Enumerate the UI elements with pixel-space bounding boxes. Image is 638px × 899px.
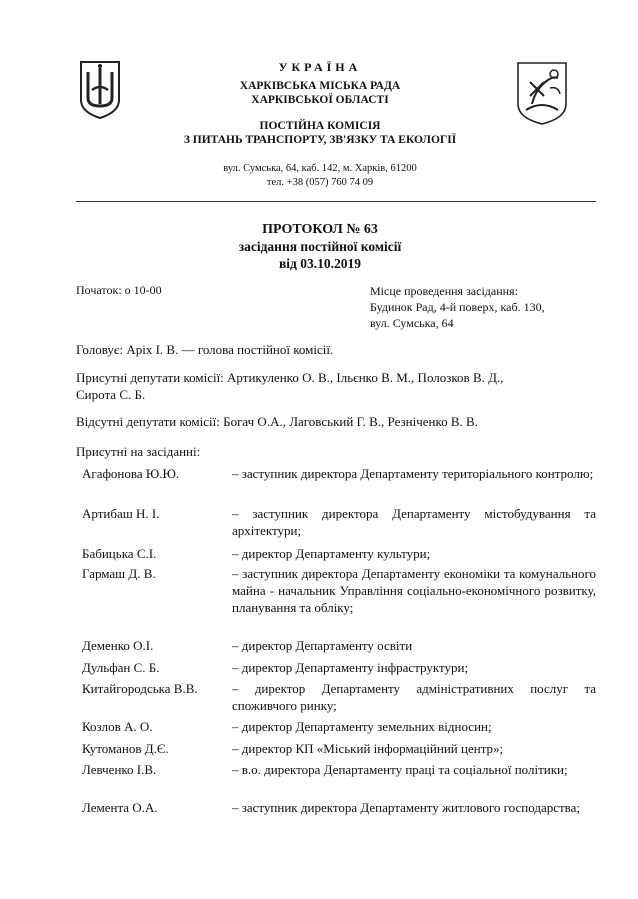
attendee-name: Левченко І.В. — [82, 762, 157, 777]
protocol-date: від 03.10.2019 — [279, 256, 361, 271]
meeting-place-line1: Місце проведення засідання: — [370, 284, 518, 298]
attendee-role: – директор Департаменту освіти — [232, 638, 413, 653]
attendee-role: – в.о. директора Департаменту праці та соціальної політики; — [232, 762, 568, 777]
present-deputies-line1: Присутні депутати комісії: Артикуленко О. В., Ільєнко В. М., Полозков В. Д., — [76, 370, 504, 385]
attendee-role: – заступник директора Департаменту містобудування та архітектури; — [232, 506, 596, 538]
phone-line: тел. +38 (057) 760 74 09 — [266, 177, 374, 188]
ukraine-trident-emblem-icon — [78, 60, 122, 120]
absent-deputies: Відсутні депутати комісії: Богач О.А., Лаговський Г. В., Резніченко В. В. — [76, 414, 478, 429]
attendee-name: Бабицька С.І. — [82, 546, 157, 561]
attendee-name: Агафонова Ю.Ю. — [82, 466, 180, 481]
protocol-title: ПРОТОКОЛ № 63 — [262, 222, 378, 237]
header-divider — [76, 201, 596, 202]
present-deputies-line2: Сирота С. Б. — [76, 387, 146, 402]
meeting-start-time: Початок: о 10-00 — [76, 283, 162, 297]
attendee-name: Кутоманов Д.Є. — [82, 741, 169, 756]
council-name-line2: ХАРКІВСЬКОЇ ОБЛАСТІ — [251, 94, 389, 106]
attendee-role: – директор Департаменту земельних відносин; — [232, 719, 492, 734]
attendee-role: – директор Департаменту інфраструктури; — [232, 660, 469, 675]
attendees-heading: Присутні на засіданні: — [76, 444, 201, 459]
attendee-name: Лемента О.А. — [82, 800, 158, 815]
council-name-line1: ХАРКІВСЬКА МІСЬКА РАДА — [239, 80, 401, 92]
kharkiv-city-coat-of-arms-icon — [514, 60, 570, 126]
attendee-role: – директор КП «Міський інформаційний центр»; — [232, 741, 504, 756]
attendee-name: Артибаш Н. І. — [82, 506, 160, 521]
attendee-role: – директор Департаменту культури; — [232, 546, 431, 561]
protocol-subtitle: засідання постійної комісії — [238, 239, 402, 254]
attendee-name: Китайгородська В.В. — [82, 681, 198, 696]
present-deputies — [76, 369, 596, 403]
commission-name-line1: ПОСТІЙНА КОМІСІЯ — [259, 120, 381, 132]
attendee-name: Гармаш Д. В. — [82, 566, 156, 581]
attendee-role: – директор Департаменту адміністративних послуг та споживчого ринку; — [232, 681, 596, 713]
attendee-role: – заступник директора Департаменту житлового господарства; — [232, 800, 581, 815]
attendee-role: – заступник директора Департаменту економіки та комунального майна - начальник Управління соціально-економічного розвитку, планування та обліку; — [232, 566, 596, 615]
attendee-name: Деменко О.І. — [82, 638, 154, 653]
attendee-role: – заступник директора Департаменту територіального контролю; — [232, 466, 594, 481]
chair-statement: Головує: Аріх І. В. — голова постійної комісії. — [76, 342, 334, 357]
address-line: вул. Сумська, 64, каб. 142, м. Харків, 61200 — [223, 163, 417, 174]
country-name: УКРАЇНА — [278, 60, 362, 74]
meeting-place-line3: вул. Сумська, 64 — [370, 316, 454, 330]
commission-name-line2: З ПИТАНЬ ТРАНСПОРТУ, ЗВ'ЯЗКУ ТА ЕКОЛОГІЇ — [183, 134, 457, 146]
meeting-place — [370, 283, 600, 331]
attendee-name: Дульфан С. Б. — [82, 660, 160, 675]
attendee-name: Козлов А. О. — [82, 719, 153, 734]
meeting-place-line2: Будинок Рад, 4-й поверх, каб. 130, — [370, 300, 545, 314]
